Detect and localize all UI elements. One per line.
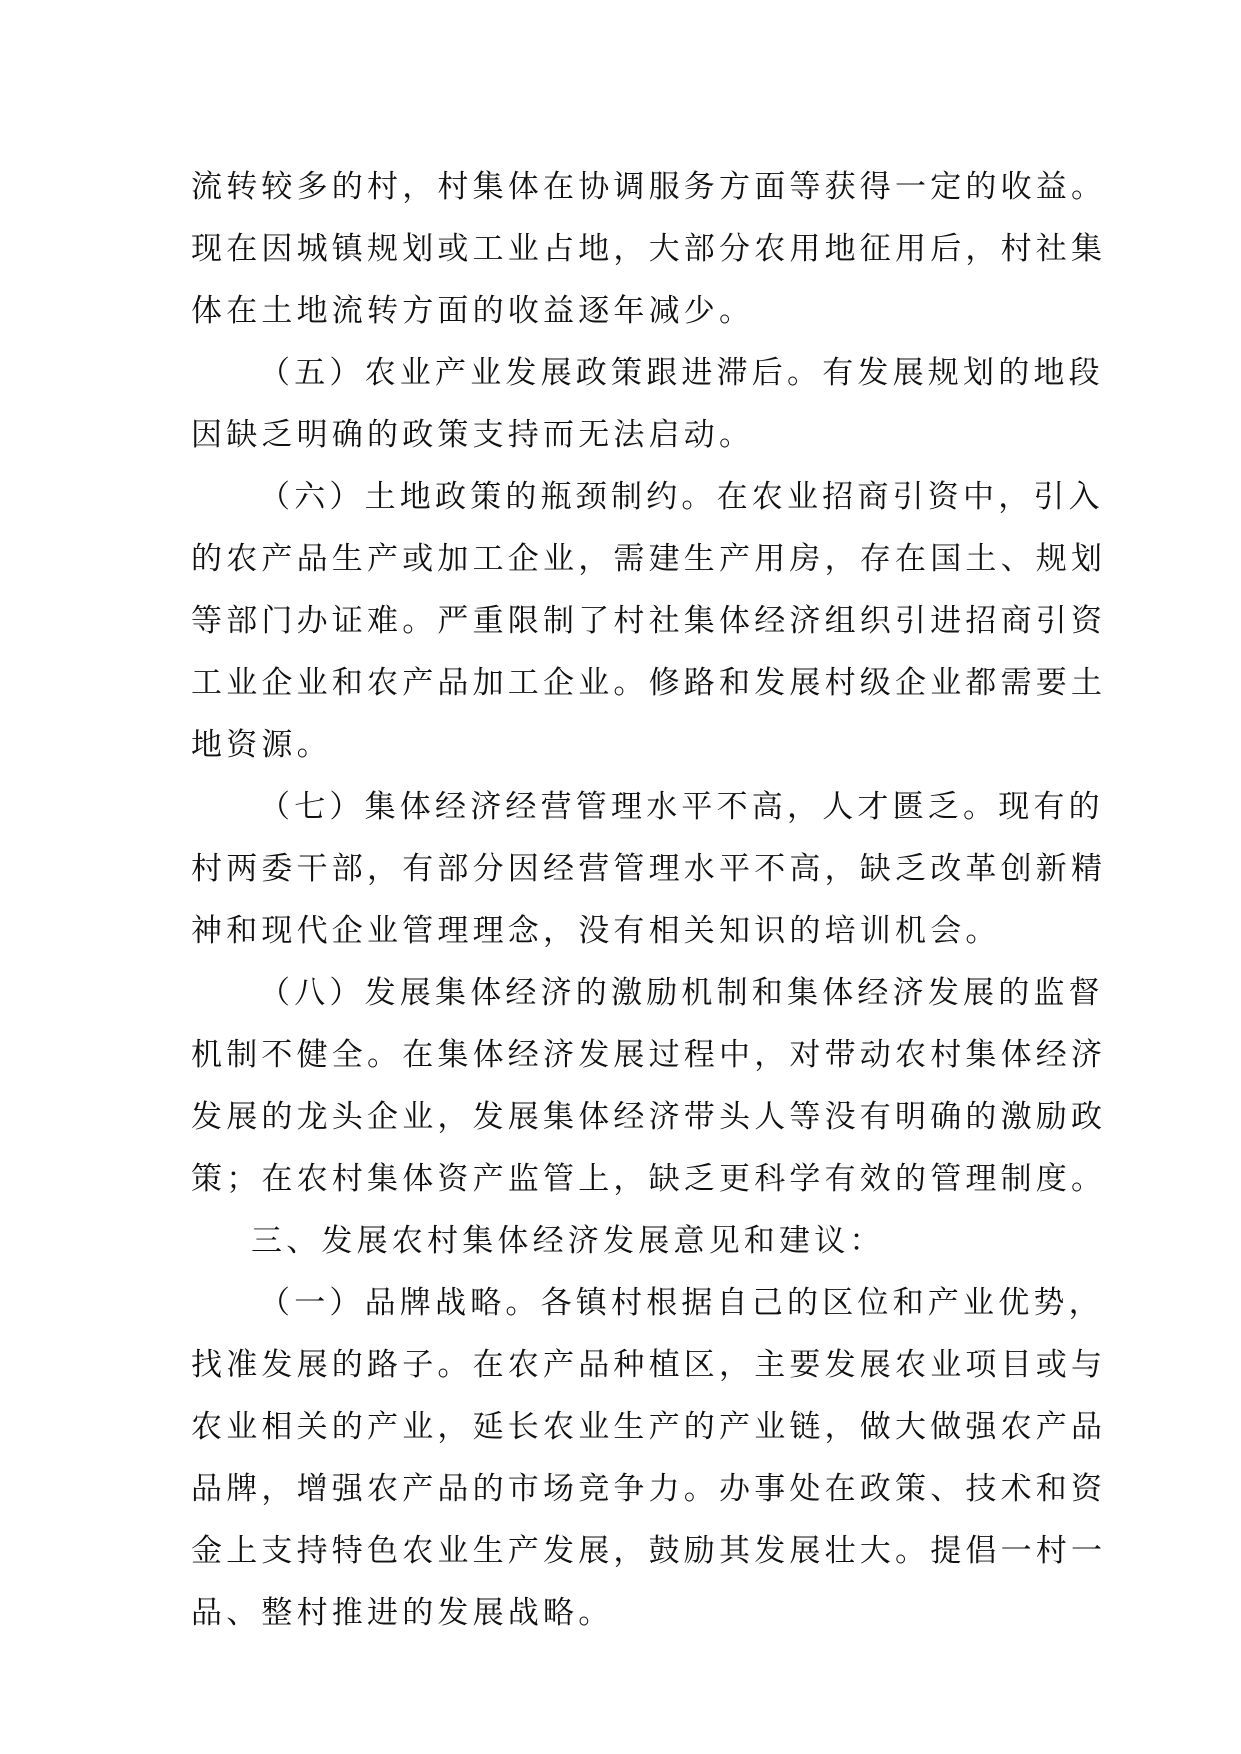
text-line: 金上支持特色农业生产发展，鼓励其发展壮大。提倡一村一 (191, 1533, 1107, 1569)
text-line: 现在因城镇规划或工业占地，大部分农用地征用后，村社集 (191, 231, 1107, 267)
subsection-one-heading: （一）品牌战略。各镇村根据自己的区位和产业优势， (259, 1285, 1104, 1321)
section-six-heading: （六）土地政策的瓶颈制约。在农业招商引资中，引入 (259, 479, 1104, 515)
text-line: 体在土地流转方面的收益逐年减少。 (191, 293, 755, 329)
text-line: 机制不健全。在集体经济发展过程中，对带动农村集体经济 (191, 1037, 1107, 1073)
text-line: 品牌，增强农产品的市场竞争力。办事处在政策、技术和资 (191, 1471, 1107, 1507)
text-line: 工业企业和农产品加工企业。修路和发展村级企业都需要土 (191, 665, 1107, 701)
text-line: 神和现代企业管理理念，没有相关知识的培训机会。 (191, 913, 1001, 949)
text-line: 品、整村推进的发展战略。 (191, 1595, 614, 1631)
text-line: 的农产品生产或加工企业，需建生产用房，存在国土、规划 (191, 541, 1107, 577)
section-eight-heading: （八）发展集体经济的激励机制和集体经济发展的监督 (259, 975, 1104, 1011)
text-line: 策；在农村集体资产监管上，缺乏更科学有效的管理制度。 (191, 1161, 1107, 1197)
text-line: 流转较多的村，村集体在协调服务方面等获得一定的收益。 (191, 169, 1107, 205)
section-three-heading: 三、发展农村集体经济发展意见和建议： (251, 1223, 885, 1259)
text-line: 找准发展的路子。在农产品种植区，主要发展农业项目或与 (191, 1347, 1107, 1383)
text-line: 村两委干部，有部分因经营管理水平不高，缺乏改革创新精 (191, 851, 1107, 887)
text-line: 发展的龙头企业，发展集体经济带头人等没有明确的激励政 (191, 1099, 1107, 1135)
document-page (191, 156, 1107, 1644)
text-line: 等部门办证难。严重限制了村社集体经济组织引进招商引资 (191, 603, 1107, 639)
section-seven-heading: （七）集体经济经营管理水平不高，人才匮乏。现有的 (259, 789, 1104, 825)
text-line: 因缺乏明确的政策支持而无法启动。 (191, 417, 755, 453)
text-line: 农业相关的产业，延长农业生产的产业链，做大做强农产品 (191, 1409, 1107, 1445)
section-five-heading: （五）农业产业发展政策跟进滞后。有发展规划的地段 (259, 355, 1104, 391)
text-line: 地资源。 (191, 727, 332, 763)
